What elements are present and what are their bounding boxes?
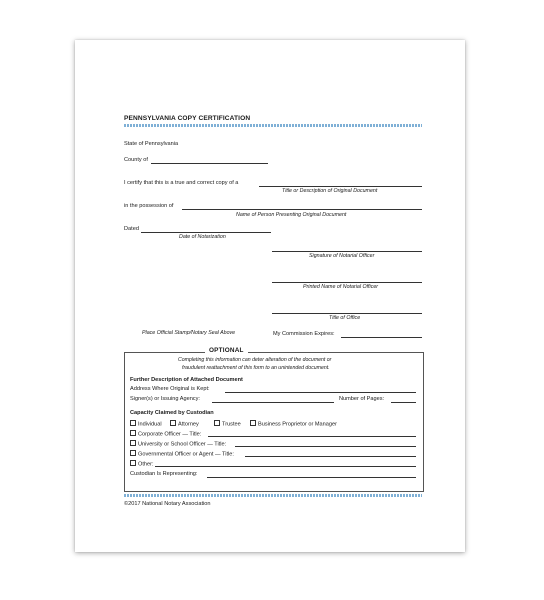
document-page <box>75 40 465 552</box>
certify-label: I certify that this is a true and correct copy of a <box>124 180 239 186</box>
commission-field[interactable] <box>341 337 422 338</box>
representing-label: Custodian Is Representing: <box>130 471 198 477</box>
corporate-label: Corporate Officer — Title: <box>138 431 202 438</box>
capacity-heading: Capacity Claimed by Custodian <box>130 410 214 416</box>
corporate-title-field[interactable] <box>208 436 416 437</box>
optional-note-line1: Completing this information can deter alteration of the document or <box>178 357 332 363</box>
optional-note-line2: fraudulent reattachment of this form to an unintended document. <box>182 365 330 371</box>
copyright-notice: ©2017 National Notary Association <box>124 501 211 507</box>
presenter-name-caption: Name of Person Presenting Original Document <box>236 212 347 218</box>
presenter-name-field[interactable] <box>182 209 422 210</box>
form-title: PENNSYLVANIA COPY CERTIFICATION <box>124 115 251 122</box>
dated-label: Dated <box>124 226 139 232</box>
representing-field[interactable] <box>207 477 416 478</box>
option-corporate[interactable] <box>130 430 201 439</box>
checkbox-governmental[interactable] <box>130 450 136 456</box>
possession-label: in the possession of <box>124 203 174 209</box>
title-of-office-caption: Title of Office <box>329 315 361 321</box>
governmental-label: Governmental Officer or Agent — Title: <box>138 451 234 458</box>
other-field[interactable] <box>155 466 416 467</box>
option-other[interactable] <box>130 460 154 469</box>
governmental-title-field[interactable] <box>245 456 416 457</box>
signature-field[interactable] <box>272 251 422 252</box>
title-of-office-field[interactable] <box>272 313 422 314</box>
checkbox-corporate[interactable] <box>130 430 136 436</box>
date-caption: Date of Notarization <box>179 234 226 240</box>
state-line: State of Pennsylvania <box>124 141 179 147</box>
optional-heading: OPTIONAL <box>205 347 248 354</box>
further-description-heading: Further Description of Attached Document <box>130 377 243 383</box>
document-title-caption: Title or Description of Original Document <box>282 188 378 194</box>
signers-field[interactable] <box>212 402 334 403</box>
checkbox-other[interactable] <box>130 460 136 466</box>
county-label: County of <box>124 157 148 163</box>
printed-name-caption: Printed Name of Notarial Officer <box>303 284 379 290</box>
pages-field[interactable] <box>391 402 416 403</box>
county-field[interactable] <box>151 163 268 164</box>
commission-label: My Commission Expires: <box>273 331 335 337</box>
document-title-field[interactable] <box>259 186 422 187</box>
option-attorney[interactable] <box>170 420 199 429</box>
signature-caption: Signature of Notarial Officer <box>309 253 375 259</box>
checkbox-trustee[interactable] <box>214 420 220 426</box>
option-individual-label: Individual <box>138 421 162 428</box>
stamp-caption: Place Official Stamp/Notary Seal Above <box>142 330 236 336</box>
checkbox-individual[interactable] <box>130 420 136 426</box>
option-attorney-label: Attorney <box>178 421 199 428</box>
university-title-field[interactable] <box>235 446 416 447</box>
checkbox-university[interactable] <box>130 440 136 446</box>
date-field[interactable] <box>141 232 271 233</box>
option-business[interactable] <box>250 420 337 429</box>
checkbox-business[interactable] <box>250 420 256 426</box>
option-trustee[interactable] <box>214 420 241 429</box>
option-individual[interactable] <box>130 420 162 429</box>
address-field[interactable] <box>225 392 416 393</box>
printed-name-field[interactable] <box>272 282 422 283</box>
pages-label: Number of Pages: <box>339 396 385 402</box>
address-label: Address Where Original is Kept: <box>130 386 210 392</box>
signers-label: Signer(s) or Issuing Agency: <box>130 396 200 402</box>
option-trustee-label: Trustee <box>222 421 241 428</box>
option-university[interactable] <box>130 440 226 449</box>
top-divider <box>124 124 422 127</box>
other-label: Other: <box>138 461 154 468</box>
checkbox-attorney[interactable] <box>170 420 176 426</box>
option-governmental[interactable] <box>130 450 234 459</box>
bottom-divider <box>124 494 422 497</box>
option-business-label: Business Proprietor or Manager <box>258 421 337 428</box>
university-label: University or School Officer — Title: <box>138 441 227 448</box>
